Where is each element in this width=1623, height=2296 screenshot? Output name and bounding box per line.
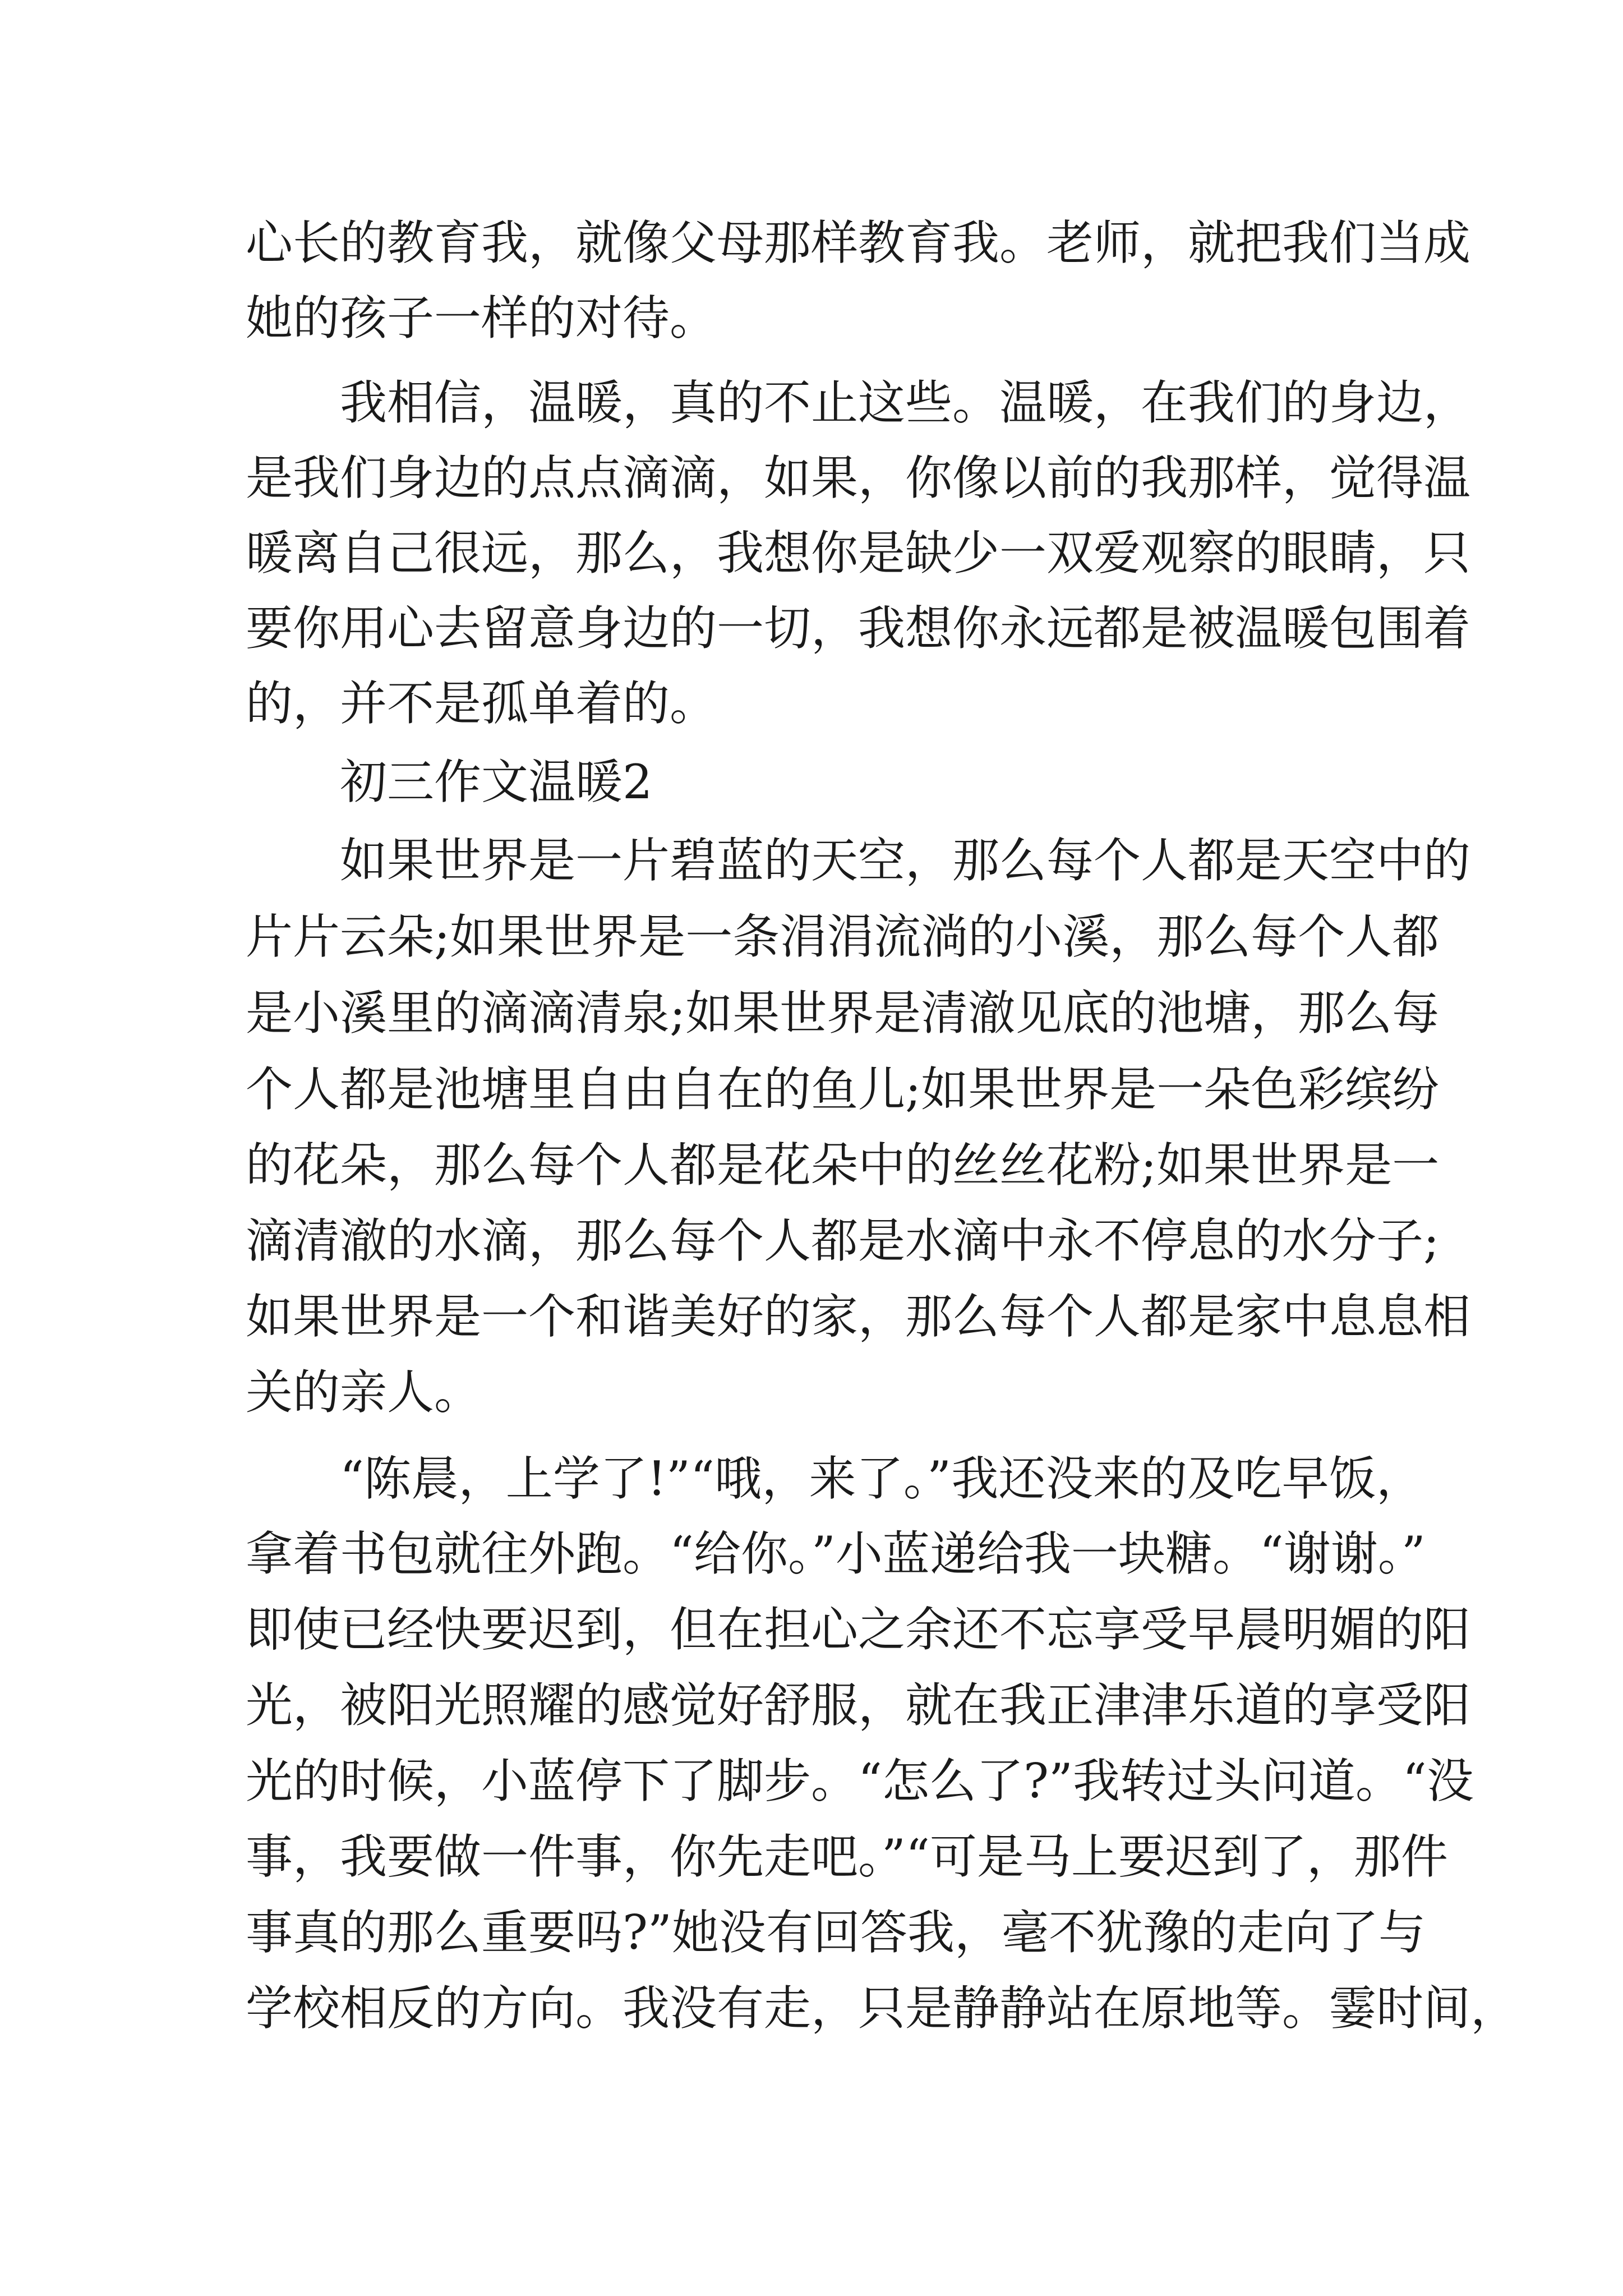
text-line: 事，我要做一件事，你先走吧。”“可是马上要迟到了，那件: [246, 1829, 1448, 1884]
text-line: 滴清澈的水滴，那么每个人都是水滴中永不停息的水分子;: [246, 1213, 1440, 1268]
text-line: 暖离自己很远，那么，我想你是缺少一双爱观察的眼睛，只: [246, 526, 1471, 581]
text-line: 个人都是池塘里自由自在的鱼儿;如果世界是一朵色彩缤纷: [246, 1062, 1440, 1117]
text-line: 的，并不是孤单着的。: [246, 676, 717, 731]
text-line: 的花朵，那么每个人都是花朵中的丝丝花粉;如果世界是一: [246, 1138, 1440, 1193]
text-line: 拿着书包就往外跑。“给你。”小蓝递给我一块糖。“谢谢。”: [246, 1526, 1426, 1581]
text-line: 学校相反的方向。我没有走，只是静静站在原地等。霎时间，: [246, 1981, 1518, 2036]
text-line: 片片云朵;如果世界是一条涓涓流淌的小溪，那么每个人都: [246, 909, 1440, 964]
text-line: 她的孩子一样的对待。: [246, 291, 717, 346]
text-line: 我相信，温暖，真的不止这些。温暖，在我们的身边，: [340, 375, 1471, 430]
text-line: 要你用心去留意身边的一切，我想你永远都是被温暖包围着: [246, 601, 1471, 656]
text-line: 事真的那么重要吗?”她没有回答我，毫不犹豫的走向了与: [246, 1905, 1426, 1960]
text-line: 光，被阳光照耀的感觉好舒服，就在我正津津乐道的享受阳: [246, 1678, 1471, 1733]
section-heading: 初三作文温暖2: [340, 754, 653, 809]
text-line: “陈晨，上学了!”“哦，来了。”我还没来的及吃早饭，: [340, 1451, 1423, 1506]
text-line: 即使已经快要迟到，但在担心之余还不忘享受早晨明媚的阳: [246, 1602, 1471, 1657]
text-line: 关的亲人。: [246, 1365, 482, 1420]
text-line: 是我们身边的点点滴滴，如果，你像以前的我那样，觉得温: [246, 450, 1471, 505]
text-line: 光的时候，小蓝停下了脚步。“怎么了?”我转过头问道。“没: [246, 1754, 1474, 1809]
text-line: 是小溪里的滴滴清泉;如果世界是清澈见底的池塘，那么每: [246, 986, 1440, 1041]
text-line: 如果世界是一个和谐美好的家，那么每个人都是家中息息相: [246, 1289, 1471, 1344]
text-line: 心长的教育我，就像父母那样教育我。老师，就把我们当成: [246, 215, 1471, 270]
text-line: 如果世界是一片碧蓝的天空，那么每个人都是天空中的: [340, 833, 1471, 888]
